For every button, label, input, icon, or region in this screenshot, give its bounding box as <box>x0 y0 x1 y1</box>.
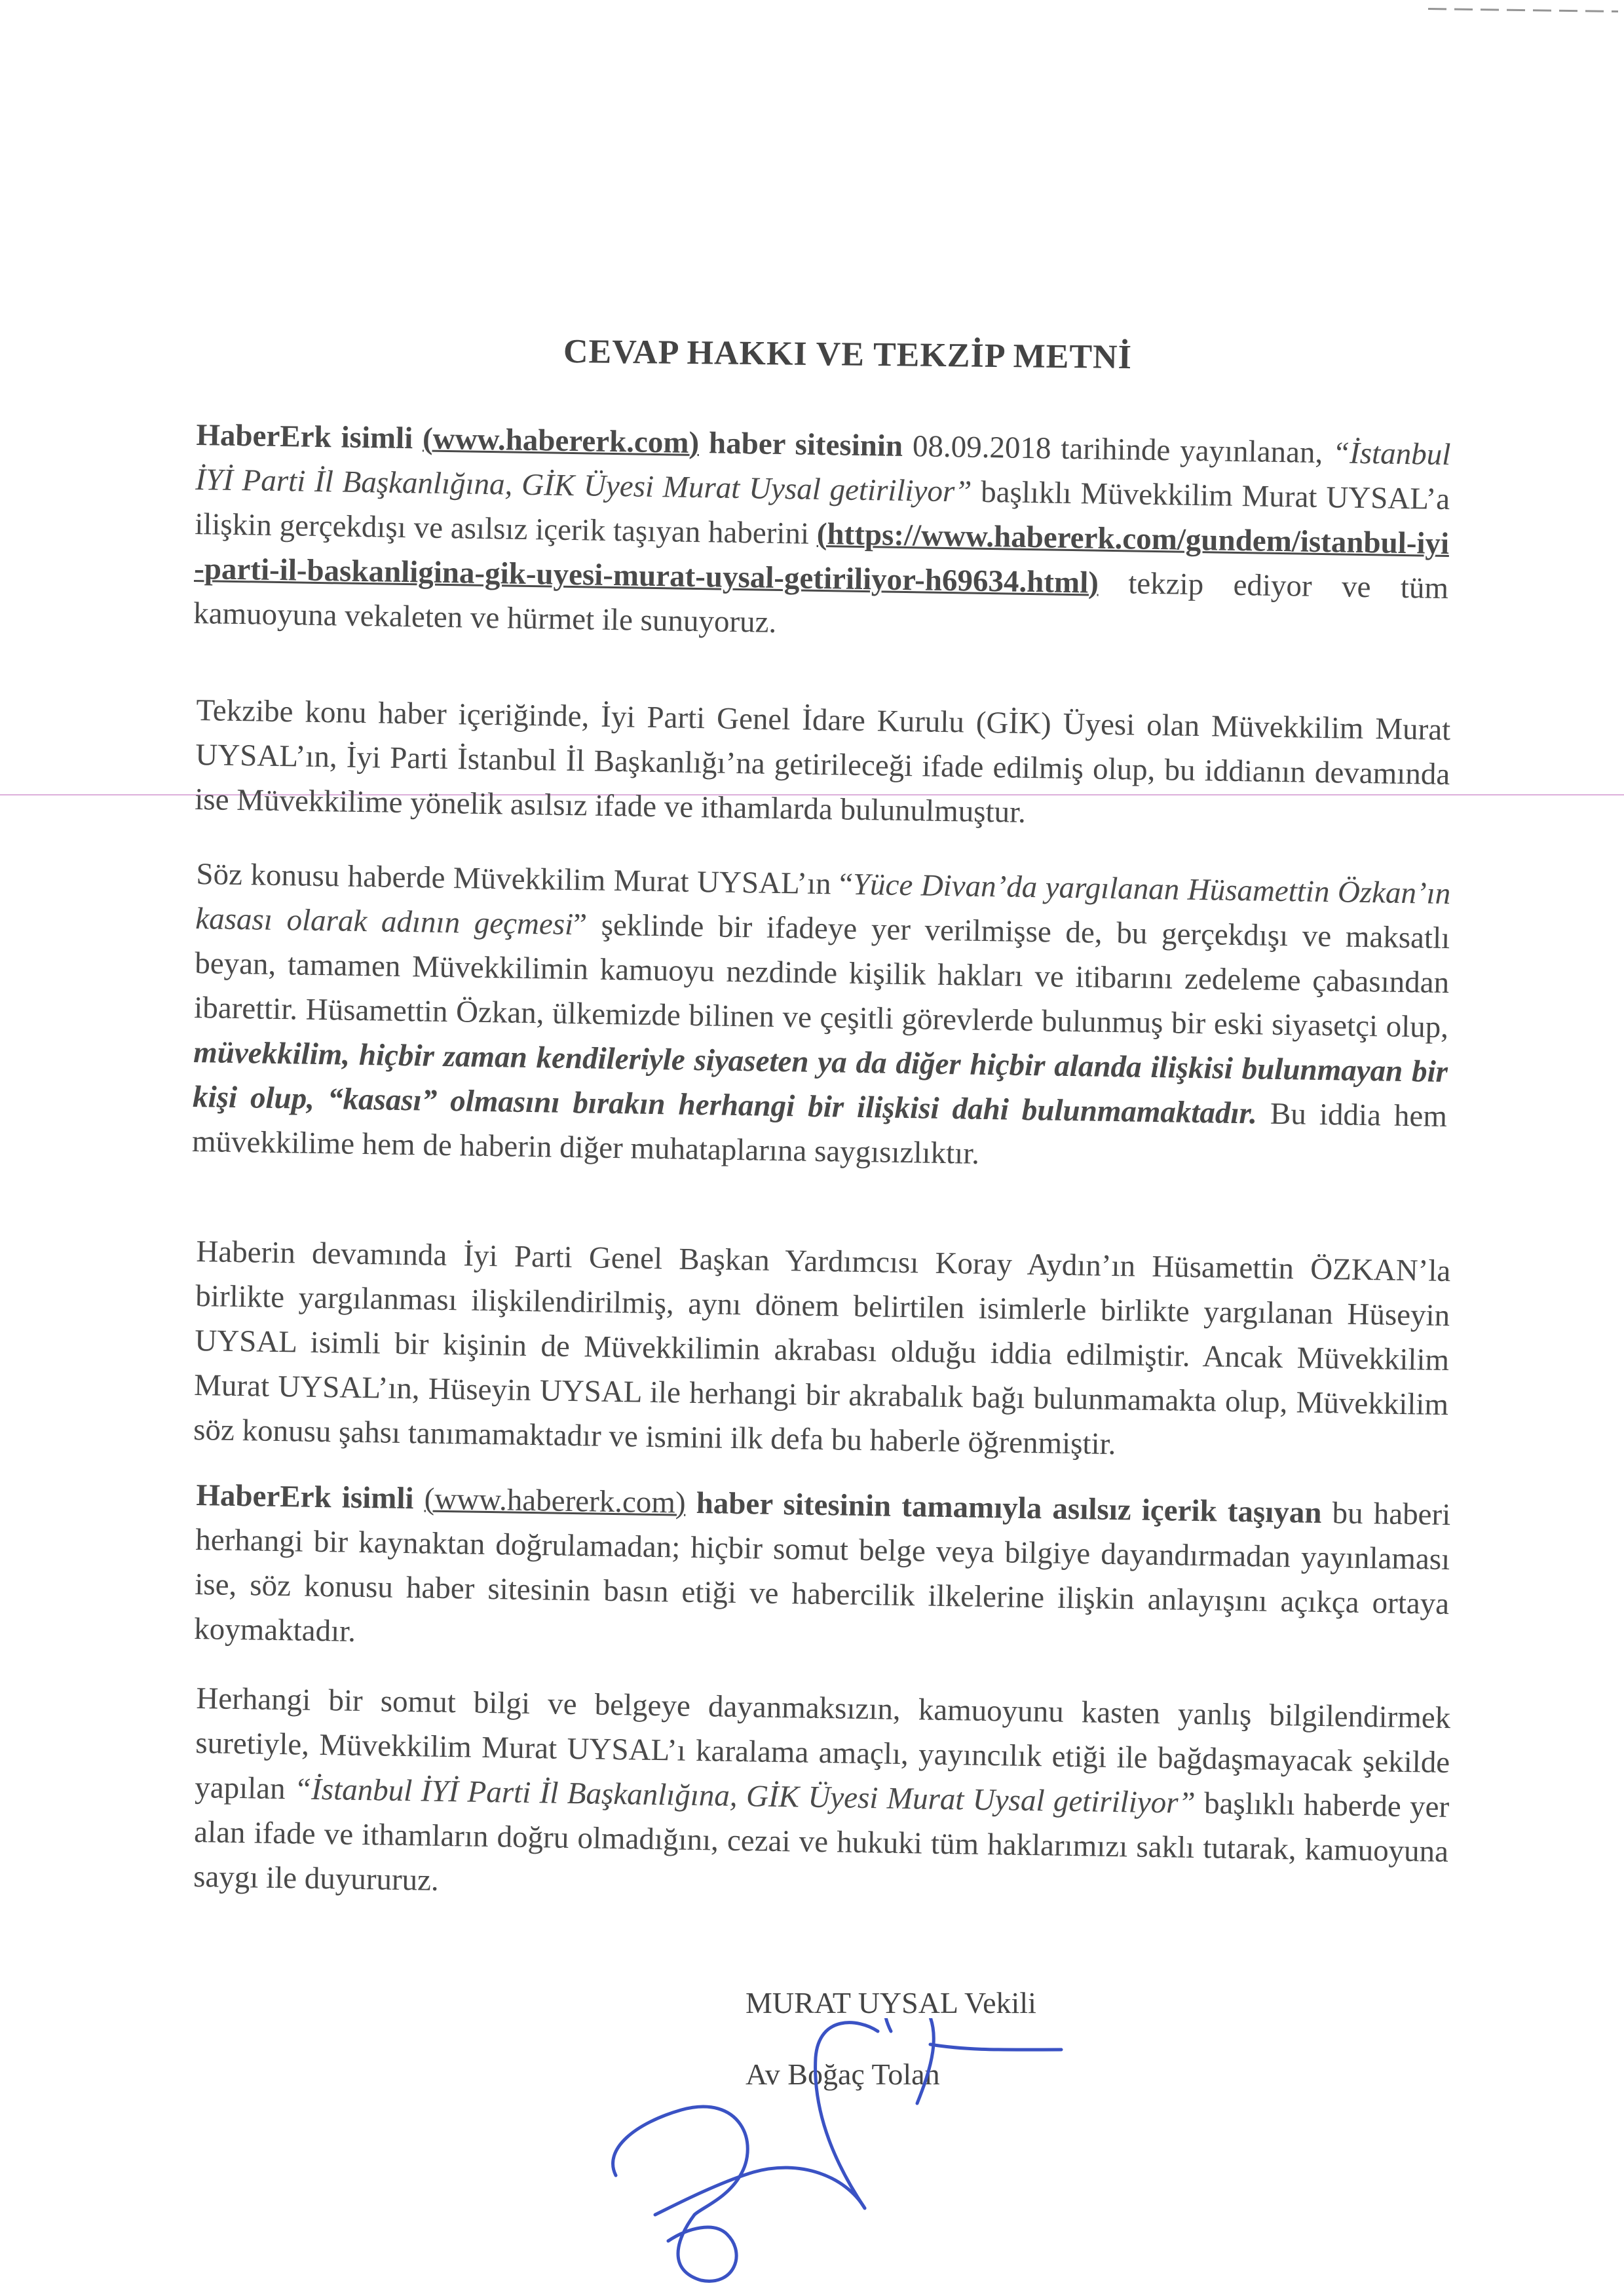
signature-stroke-4 <box>668 2215 736 2281</box>
handwritten-signature <box>590 2018 1179 2293</box>
signature-name: Av Boğaç Tolan <box>746 2057 940 2091</box>
signature-stroke-3 <box>816 2023 878 2208</box>
intro-lead: HaberErk isimli <box>196 417 413 456</box>
intro-mid: başlıklı Müvekkilim Murat UYSAL’a ilişkin gerçekdışı ve asılsız içerik taşıyan haberini <box>194 474 1450 551</box>
paragraph-ethics <box>194 1473 1451 1671</box>
paragraph-conclusion <box>193 1676 1451 1919</box>
conclusion-closing: başlıklı haberde yer alan ifade ve ithamların doğru olmadığını, cezai ve hukuki tüm haklarımızı saklı tutarak, kamuoyuna saygı ile duyururuz. <box>193 1786 1450 1898</box>
signature-title: MURAT UYSAL Vekili <box>746 1986 1036 2019</box>
ethics-lead: HaberErk isimli <box>196 1478 414 1516</box>
intro-after-link: haber sitesinin <box>708 426 903 463</box>
signature-stroke-1 <box>613 2107 748 2215</box>
rebuttal-lead: Söz konusu haberde Müvekkilim Murat UYSAL’ın “ <box>196 856 854 902</box>
site-link[interactable]: (www.habererk.com) <box>422 421 700 461</box>
rebuttal-mid: ” şeklinde bir ifadeye yer verilmişse de, bu gerçekdışı ve maksatlı beyan, tamamen Müvekkilimin kamuoyu nezdinde kişilik hakları ve itibarını zedeleme çabasından ibarettir. Hüsamettin Özkan, ülkemizde bilinen ve çeşitli görevlerde bulunmuş bir eski siyasetçi olup, <box>193 908 1450 1045</box>
conclusion-lead: Herhangi bir somut bilgi ve belgeye dayanmaksızın, kamuoyunu kasten yanlış bilgilendirmek suretiyle, Müvekkilim Murat UYSAL’ı karalama amaçlı, yayıncılık etiği ile bağdaşmayacak şekilde yapılan <box>194 1681 1451 1807</box>
signature-stroke-6 <box>930 2044 1061 2050</box>
intro-date: 08.09.2018 tarihinde yayınlanan, <box>912 429 1323 470</box>
signature-stroke-5 <box>885 2018 934 2103</box>
ethics-closing: bu haberi herhangi bir kaynaktan doğrulamadan; hiçbir somut belge veya bilgiye dayandırmadan yayınlaması ise, söz konusu haber sitesinin basın etiği ve habercilik ilkelerine ilişkin anlayışını açıkça ortaya koymaktadır. <box>193 1496 1451 1649</box>
rebuttal-closing: Bu iddia hem müvekkilime hem de haberin diğer muhataplarına saygısızlıktır. <box>191 1096 1448 1171</box>
paragraph-relation: Haberin devamında İyi Parti Genel Başkan Yardımcısı Koray Aydın’ın Hüsamettin ÖZKAN’la birlikte yargılanması ilişkilendirilmiş, aynı dönem belirtilen isimlerle birlikte yargılanan Hüseyin UYSAL isimli bir kişinin de Müvekkilimin akrabası olduğu iddia edilmiştir. Ancak Müvekkilim Murat UYSAL’ın, Hüseyin UYSAL ile herhangi bir akrabalık bağı bulunmamakta olup, Müvekkilim söz konusu şahsı tanımamaktadır ve ismini ilk defa bu haberle öğrenmiştir. <box>193 1234 1451 1462</box>
signature-stroke-2 <box>655 2168 865 2215</box>
conclusion-headline: “İstanbul İYİ Parti İl Başkanlığına, GİK Üyesi Murat Uysal getiriliyor” <box>293 1772 1196 1820</box>
paragraph-intro <box>193 413 1451 655</box>
paragraph-claim: Tekzibe konu haber içeriğinde, İyi Parti Genel İdare Kurulu (GİK) Üyesi olan Müvekkilim Murat UYSAL’ın, İyi Parti İstanbul İl Başkanlığı’na getirileceği ifade edilmiş olup, bu iddianın devamında ise Müvekkilime yönelik asılsız ifade ve ithamlarda bulunulmuştur. <box>194 693 1451 830</box>
document-title: CEVAP HAKKI VE TEKZİP METNİ <box>563 332 1133 377</box>
intro-closing: tekzip ediyor ve tüm kamuoyuna vekaleten ve hürmet ile sunuyoruz. <box>193 566 1449 640</box>
intro-headline: “İstanbul İYİ Parti İl Başkanlığına, GİK Üyesi Murat Uysal getiriliyor” <box>195 436 1451 509</box>
site-link-2[interactable]: (www.habererk.com) <box>424 1482 687 1520</box>
rebuttal-emphasis: müvekkilim, hiçbir zaman kendileriyle siyaseten ya da diğer hiçbir alanda ilişkisi bulunmayan bir kişi olup, “kasası” olmasını bırakın herhangi bir ilişkisi dahi bulunmamaktadır. <box>192 1035 1448 1131</box>
article-link[interactable]: (https://www.habererk.com/gundem/istanbul-iyi-parti-il-baskanligina-gik-uyesi-murat-uysal-getiriliyor-h69634.html) <box>193 516 1450 600</box>
paragraph-rebuttal <box>192 852 1451 1183</box>
scan-artifact-mark <box>1428 8 1618 12</box>
rebuttal-quote: Yüce Divan’da yargılanan Hüsamettin Özkan’ın kasası olarak adının geçmesi <box>195 867 1451 942</box>
ethics-bold: haber sitesinin tamamıyla asılsız içerik taşıyan <box>696 1485 1322 1530</box>
